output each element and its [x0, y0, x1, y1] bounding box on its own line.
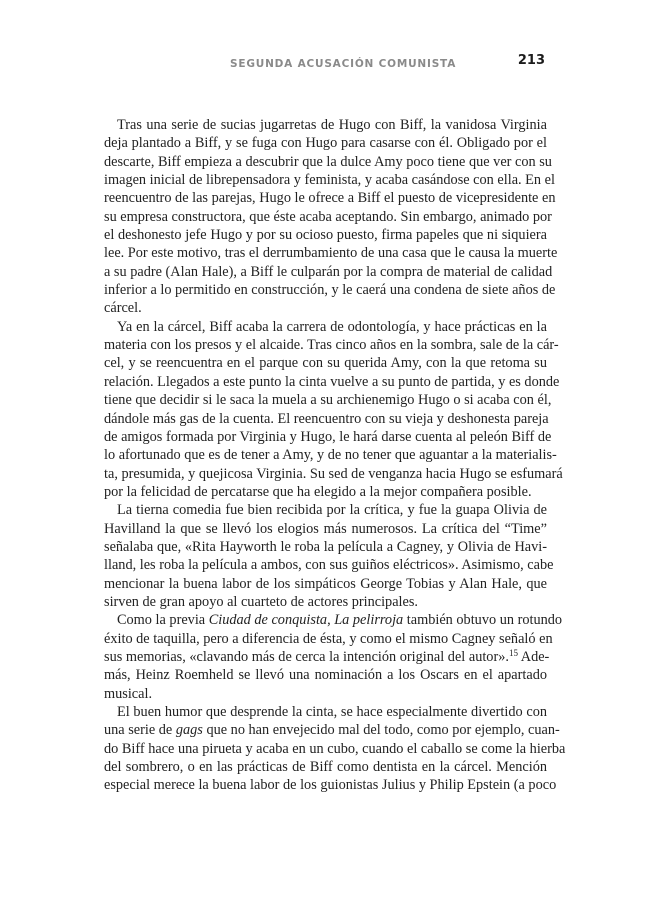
text-run: Ade-: [517, 648, 550, 665]
text-line: cel, y se reencuentra en el parque con su querida Amy, con la que retoma su: [104, 355, 547, 372]
text-line: lee. Por este motivo, tras el derrumbamiento de una casa que le causa la muerte: [104, 245, 558, 262]
text-line: a su padre (Alan Hale), a Biff le culparán por la compra de material de calidad: [104, 263, 553, 280]
text-line: éxito de taquilla, pero a diferencia de ésta, y como el mismo Cagney señaló en: [104, 630, 553, 647]
text-line: Havilland la que se llevó los elogios más numerosos. La crítica del “Time”: [104, 520, 547, 537]
text-line: imagen inicial de librepensadora y feminista, y acaba casándose con ella. En el: [104, 172, 555, 189]
text-line: por la felicidad de percatarse que ha elegido a la mejor compañera posible.: [104, 483, 532, 500]
text-line: relación. Llegados a este punto la cinta vuelve a su punto de partida, y es donde: [104, 373, 560, 390]
text-run: sus memorias, «clavando más de cerca la intención original del autor».: [104, 648, 509, 665]
text-line: reencuentro de las parejas, Hugo le ofrece a Biff el puesto de vicepresidente en: [104, 190, 556, 207]
text-line: [104, 721, 560, 739]
text-line: señalaba que, «Rita Hayworth le roba la película a Cagney, y Olivia de Havi-: [104, 538, 547, 555]
text-line: del sombrero, o en las prácticas de Biff como dentista en la cárcel. Mención: [104, 759, 547, 776]
body-text: [104, 116, 566, 795]
text-line: [104, 647, 550, 666]
running-head: SEGUNDA ACUSACIÓN COMUNISTA: [230, 58, 457, 70]
film-title: La pelirroja: [334, 612, 404, 629]
text-run: también obtuvo un rotundo: [403, 612, 563, 629]
text-line: mencionar la buena labor de los simpáticos George Tobias y Alan Hale, que: [104, 575, 547, 592]
text-line: descarte, Biff empieza a descubrir que la dulce Amy poco tiene que ver con su: [104, 153, 552, 170]
text-line: Tras una serie de sucias jugarretas de Hugo con Biff, la vanidosa Virginia: [117, 117, 547, 133]
text-run: Como la previa: [117, 612, 209, 629]
text-line: inferior a lo permitido en construcción, y le caerá una condena de siete años de: [104, 282, 556, 299]
text-line: deja plantado a Biff, y se fuga con Hugo para casarse con él. Obligado por el: [104, 135, 547, 152]
text-line: tiene que decidir si le saca la muela a su archienemigo Hugo o si acaba con él,: [104, 392, 552, 409]
text-line: especial merece la buena labor de los guionistas Julius y Philip Epstein (a poco: [104, 777, 557, 794]
paragraph-4: [104, 611, 563, 703]
italic-term: gags: [175, 722, 203, 739]
text-line: La tierna comedia fue bien recibida por la crítica, y fue la guapa Olivia de: [117, 502, 547, 519]
text-line: más, Heinz Roemheld se llevó una nominación a los Oscars en el apartado: [104, 667, 547, 684]
text-line: lo afortunado que es de tener a Amy, y de no tener que aguantar a la materialis-: [104, 447, 557, 464]
text-line: su empresa constructora, que éste acaba aceptando. Sin embargo, animado por: [104, 208, 552, 225]
text-line: Ya en la cárcel, Biff acaba la carrera de odontología, y hace prácticas en la: [117, 318, 547, 335]
text-line: musical.: [104, 685, 153, 702]
paragraph-2: [104, 318, 563, 501]
text-line: de amigos formada por Virginia y Hugo, le hará darse cuenta al peleón Biff de: [104, 428, 552, 445]
paragraph-5: [104, 703, 566, 795]
paragraph-1: [104, 116, 558, 318]
text-run: ,: [327, 612, 335, 629]
text-line: cárcel.: [104, 300, 142, 317]
footnote-marker[interactable]: 15: [508, 647, 518, 658]
text-line: [104, 611, 563, 629]
text-line: el deshonesto jefe Hugo y por su ocioso puesto, firma papeles que ni siquiera: [104, 227, 547, 244]
text-line: materia con los presos y el alcaide. Tras cinco años en la sombra, sale de la cár-: [104, 337, 559, 354]
text-line: ta, presumida, y quejicosa Virginia. Su sed de venganza hacia Hugo se esfumará: [104, 465, 563, 482]
text-line: sirven de gran apoyo al cuarteto de actores principales.: [104, 593, 419, 610]
film-title: Ciudad de conquista: [208, 612, 328, 629]
paragraph-3: [104, 501, 554, 611]
text-line: lland, les roba la película a ambos, con sus guiños eléctricos». Asimismo, cabe: [104, 557, 554, 574]
text-line: El buen humor que desprende la cinta, se hace especialmente divertido con: [117, 704, 547, 720]
text-run: una serie de: [104, 722, 176, 739]
page-number: 213: [517, 53, 545, 68]
text-line: dándole más gas de la cuenta. El reencuentro con su vieja y deshonesta pareja: [104, 410, 549, 427]
text-line: do Biff hace una pirueta y acaba en un cubo, cuando el caballo se come la hierba: [104, 740, 566, 757]
text-run: que no han envejecido mal del todo, como por ejemplo, cuan-: [202, 722, 560, 739]
